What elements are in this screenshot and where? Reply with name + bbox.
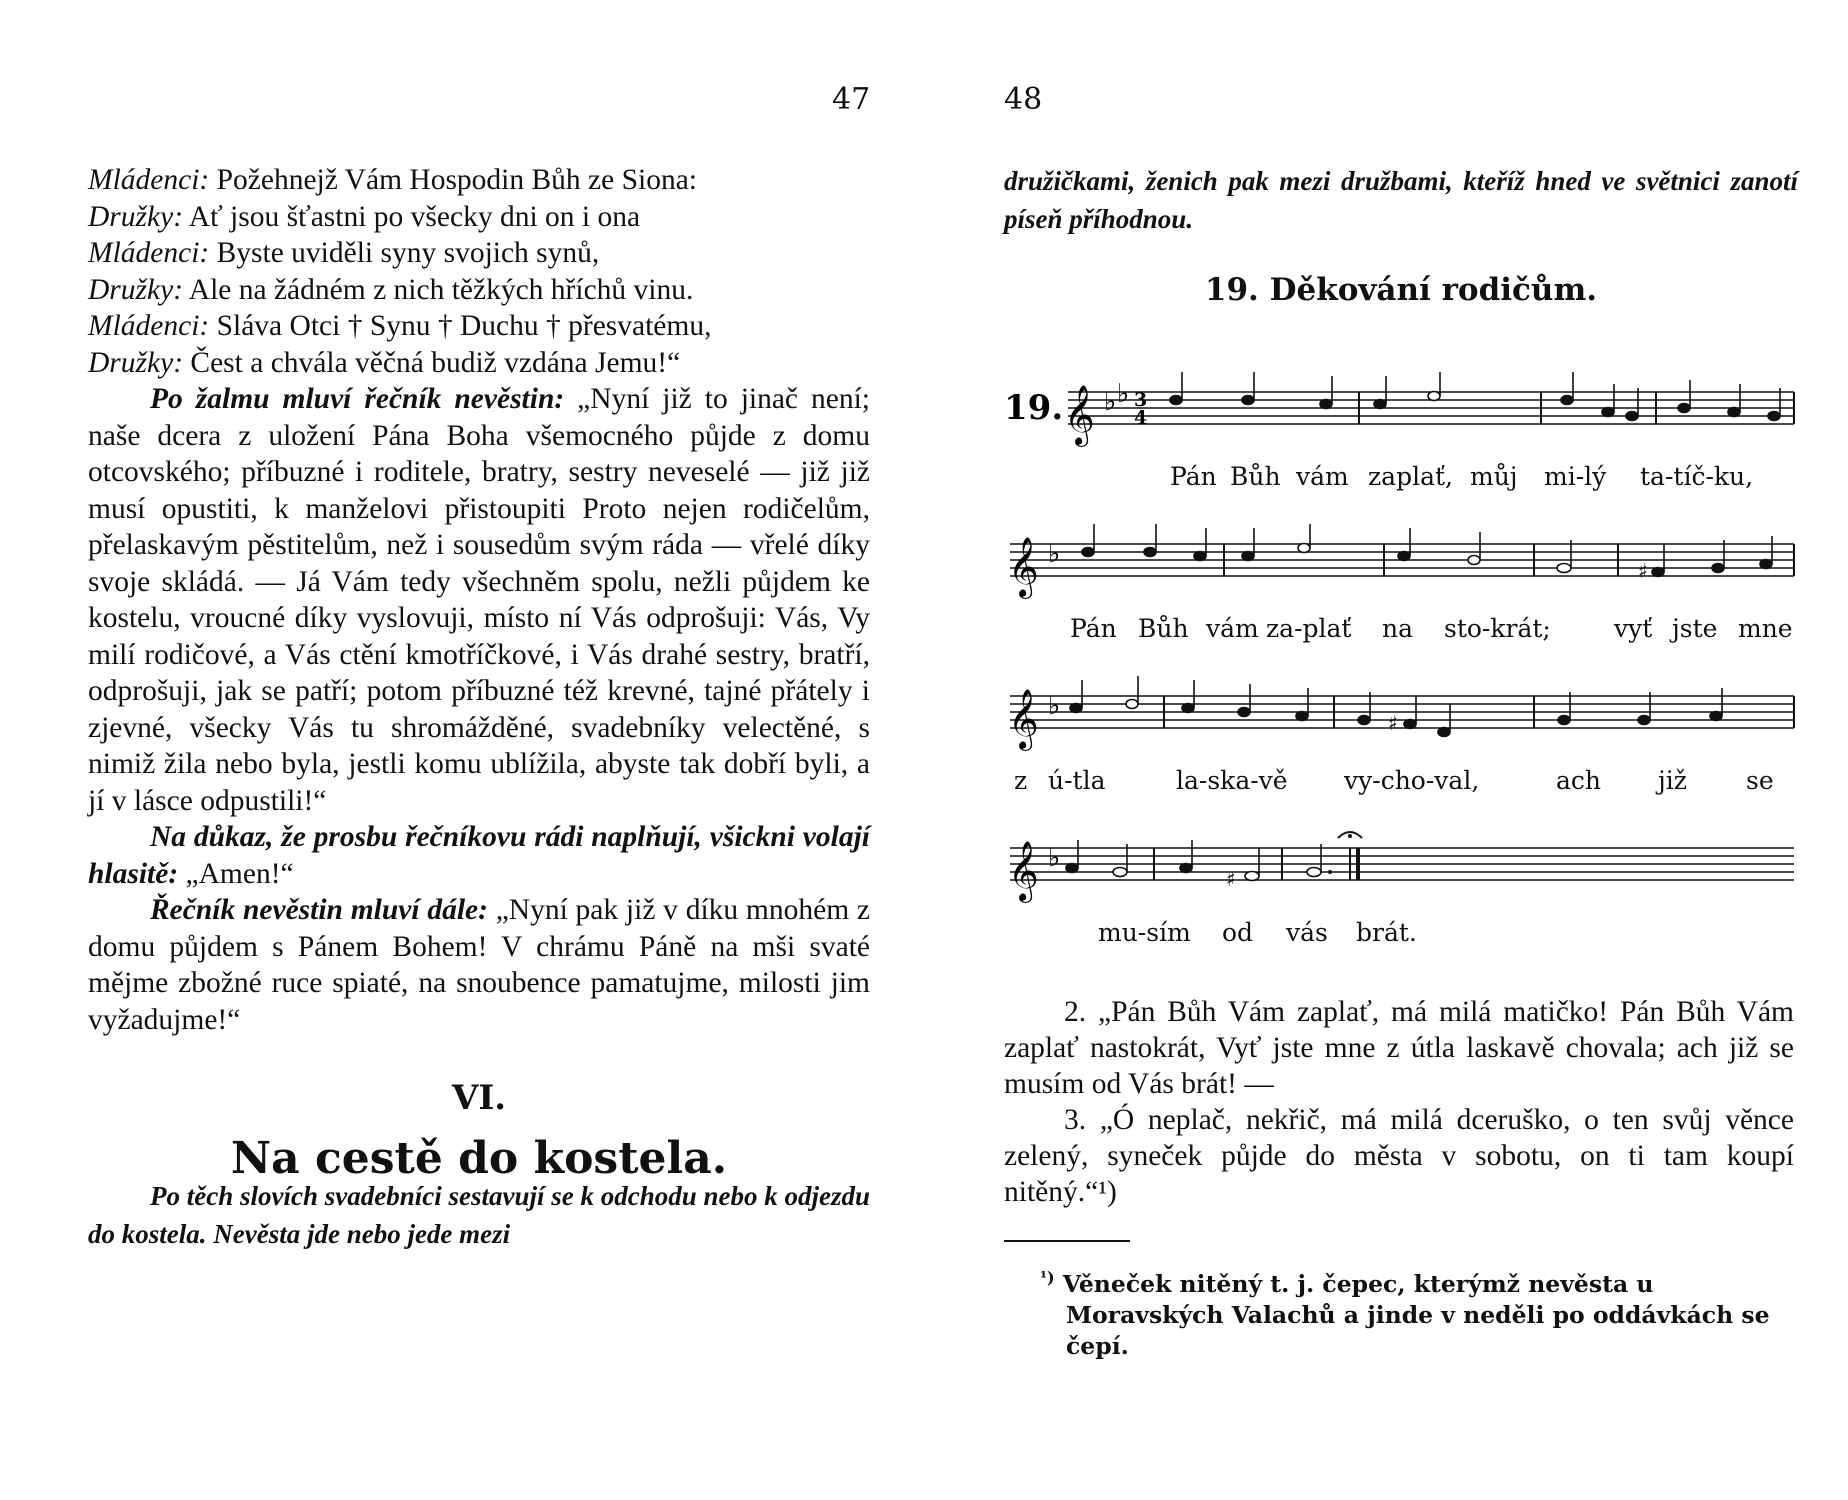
lyric-syllable: ta-tíč-ku, xyxy=(1640,462,1754,491)
lyric-syllable: Bůh xyxy=(1138,614,1189,643)
additional-verses xyxy=(1004,994,1794,1210)
note xyxy=(1296,712,1308,721)
treble-clef-icon: 𝄞 xyxy=(1008,689,1039,749)
lyrics-line-1 xyxy=(1004,462,1798,502)
note xyxy=(1144,548,1156,557)
time-signature-bottom: 4 xyxy=(1134,407,1148,429)
staff-system-2 xyxy=(1004,524,1798,676)
note xyxy=(1170,396,1182,405)
half-note xyxy=(1428,392,1440,401)
chapter-number: VI. xyxy=(451,1078,507,1118)
speaker: Družky: xyxy=(88,273,184,306)
dialogue-line xyxy=(88,272,870,309)
staff-system-1 xyxy=(1004,372,1798,524)
lyric-syllable: od xyxy=(1222,918,1254,947)
lyrics-line-2 xyxy=(1004,614,1798,654)
lyric-syllable: na xyxy=(1382,614,1414,643)
speech-paragraph xyxy=(88,381,870,819)
dialogue-text: Sláva Otci † Synu † Duchu † přesvatému, xyxy=(209,310,712,342)
page-number-left: 47 xyxy=(832,82,871,117)
note xyxy=(1242,396,1254,405)
staff-4 xyxy=(1004,828,1798,918)
note xyxy=(1760,560,1772,569)
flat-icon: ♭ xyxy=(1117,379,1130,409)
response-paragraph xyxy=(88,819,870,892)
note xyxy=(1182,704,1194,713)
flat-icon: ♭ xyxy=(1048,539,1061,569)
continued-intro: družičkami, ženich pak mezi družbami, kteříž hned ve světnici zanotí píseň příhodnou. xyxy=(1004,166,1798,234)
footnote xyxy=(1004,1262,1798,1362)
dialogue-line xyxy=(88,308,870,345)
speaker: Mládenci: xyxy=(88,310,210,342)
lyric-syllable: Pán xyxy=(1070,614,1117,643)
note xyxy=(1194,552,1206,561)
lyric-syllable: vyť xyxy=(1614,614,1653,643)
sharp-icon: ♯ xyxy=(1638,559,1648,583)
lyric-syllable: Bůh xyxy=(1230,462,1281,491)
note xyxy=(1602,408,1614,417)
lyric-syllable: Pán xyxy=(1170,462,1217,491)
note xyxy=(1404,720,1416,729)
lyric-syllable: vy-cho-val, xyxy=(1344,766,1480,795)
lyric-syllable: mu-sím xyxy=(1098,918,1191,947)
note xyxy=(1320,400,1332,409)
half-note xyxy=(1126,700,1138,709)
half-note xyxy=(1298,544,1310,553)
note xyxy=(1712,564,1724,573)
lyric-syllable: vám xyxy=(1296,462,1349,491)
dialogue-line xyxy=(88,235,870,272)
note xyxy=(1561,396,1573,405)
footnote-text: Věneček nitěný t. j. čepec, kterýmž nevěsta u Moravských Valachů a jinde v neděli po oddávkách se čepí. xyxy=(1062,1269,1770,1360)
verse-3: 3. „Ó neplač, nekřič, má milá dceruško, o ten svůj věnce zelený, syneček půjde do města v sobotu, on ti tam koupí nitěný.“¹) xyxy=(1004,1104,1794,1208)
speech-paragraph-2 xyxy=(88,892,870,1038)
lyrics-line-4 xyxy=(1004,918,1798,958)
chapter-title: Na cestě do kostela. xyxy=(230,1132,728,1184)
note xyxy=(1678,404,1690,413)
lyric-syllable: můj xyxy=(1470,462,1518,491)
half-note xyxy=(1245,872,1259,881)
note xyxy=(1768,412,1780,421)
song-title: 19. Děkování rodičům. xyxy=(1204,272,1598,308)
note xyxy=(1066,864,1078,873)
response-text: „Amen!“ xyxy=(178,857,294,890)
note xyxy=(1070,704,1082,713)
half-note xyxy=(1468,556,1480,565)
verse-2: 2. „Pán Bůh Vám zaplať, má milá matičko! Pán Bůh Vám zaplať nastokrát, Vyť jste mne z útla laskavě chovala; ach již se musím od Vás brát! — xyxy=(1004,996,1794,1100)
note xyxy=(1398,552,1410,561)
note xyxy=(1728,408,1740,417)
dialogue-line xyxy=(88,162,870,199)
lyrics-line-3 xyxy=(1004,766,1798,806)
lyric-syllable: mne xyxy=(1738,614,1793,643)
treble-clef-icon: 𝄞 xyxy=(1008,537,1039,597)
note xyxy=(1180,864,1192,873)
fermata-dot-icon xyxy=(1348,834,1352,838)
right-page xyxy=(1004,162,1798,308)
dialogue-text: Čest a chvála věčná budiž vzdána Jemu!“ xyxy=(183,346,681,379)
speaker: Družky: xyxy=(88,346,184,379)
note xyxy=(1238,708,1250,717)
note xyxy=(1652,568,1664,577)
note xyxy=(1082,548,1094,557)
staff-system-4 xyxy=(1004,828,1798,980)
lyric-syllable: la-ska-vě xyxy=(1176,766,1288,795)
speaker: Mládenci: xyxy=(88,164,210,196)
dot xyxy=(1328,870,1332,874)
note xyxy=(1710,712,1722,721)
flat-icon: ♭ xyxy=(1048,843,1061,873)
dialogue-text: Byste uviděli syny svojich synů, xyxy=(209,237,600,269)
staff-3 xyxy=(1004,676,1798,766)
sharp-icon: ♯ xyxy=(1226,867,1236,891)
lyric-syllable: brát. xyxy=(1356,918,1417,947)
lyric-syllable: vás xyxy=(1286,918,1328,947)
sharp-icon: ♯ xyxy=(1388,711,1398,735)
time-signature-top: 3 xyxy=(1134,389,1148,411)
note xyxy=(1558,716,1570,725)
lyric-syllable: za-plať xyxy=(1266,614,1352,643)
note xyxy=(1626,412,1638,421)
lyric-syllable: mi-lý xyxy=(1544,462,1607,491)
speech-text: „Nyní pak již v díku mnohém z domu půjdem s Pánem Bohem! V chrámu Páně na mši svaté mějme zbožné ruce spiaté, na snoubence pamatujme, milosti jim vyžadujme!“ xyxy=(88,894,870,1036)
lyric-syllable: z xyxy=(1014,766,1028,795)
dialogue-text: Ať jsou šťastni po všecky dni on i ona xyxy=(183,200,641,233)
lyric-syllable: vám xyxy=(1206,614,1259,643)
lyric-syllable: zaplať, xyxy=(1368,462,1453,491)
flat-icon: ♭ xyxy=(1048,691,1061,721)
footnote-divider xyxy=(1004,1240,1130,1242)
page-number-right: 48 xyxy=(1004,82,1043,117)
left-page xyxy=(88,162,870,1253)
dialogue-text: Ale na žádném z nich těžkých hříchů vinu. xyxy=(183,273,694,306)
lyric-syllable: již xyxy=(1658,766,1687,795)
stage-direction: Po žalmu mluví řečník nevěstin: xyxy=(150,383,565,415)
lyric-syllable: jste xyxy=(1672,614,1718,643)
note xyxy=(1638,716,1650,725)
lyric-syllable: se xyxy=(1746,766,1774,795)
note xyxy=(1358,716,1370,725)
staff-2 xyxy=(1004,524,1798,614)
lyric-syllable: ú-tla xyxy=(1048,766,1106,795)
music-score xyxy=(1004,372,1798,980)
dialogue-line xyxy=(88,345,870,382)
note xyxy=(1242,552,1254,561)
dialogue-text: Požehnejž Vám Hospodin Bůh ze Siona: xyxy=(209,164,698,196)
treble-clef-icon: 𝄞 xyxy=(1008,841,1039,901)
dotted-half-note xyxy=(1307,868,1321,877)
dialogue-block xyxy=(88,162,870,381)
half-note xyxy=(1557,564,1571,573)
staff-system-3 xyxy=(1004,676,1798,828)
stage-direction: Řečník nevěstin mluví dále: xyxy=(150,894,488,926)
treble-clef-icon: 𝄞 xyxy=(1064,385,1095,445)
speaker: Mládenci: xyxy=(88,237,210,269)
lyric-syllable: ach xyxy=(1556,766,1602,795)
speaker: Družky: xyxy=(88,200,184,233)
note xyxy=(1438,728,1450,737)
stage-direction: Na důkaz, že prosbu řečníkovu rádi naplňují, všickni volají hlasitě: xyxy=(88,821,870,890)
staff-1 xyxy=(1004,372,1798,462)
lyric-syllable: sto-krát; xyxy=(1444,614,1551,643)
speech-text: „Nyní již to jinač není; naše dcera z uložení Pána Boha všemocného půjde z domu otcovského; příbuzné i roditele, bratry, sestry neveselé — již již musí opustiti, k manželovi přistoupiti Proto nejen rodičelům, přelaskavým pěstitelům, než i sousedům svým ráda — vřelé díky svoje skládá. — Já Vám tedy všechněm spolu, nežli půjdem ke kostelu, vroucné díky vyslovuji, místo ní Vás odprošuji: Vás, Vy milí rodičové, a Vás ctění kmotříčkové, i Vás drahé sestry, bratří, odprošuji, jak se patří; potom příbuzné též krevné, tajné přátely i zjevné, všecky Vás tu shromážděné, svadebníky velectěné, s nimiž žila nebo byla, jestli komu ublížila, abyste tak dobří byli, a jí v lásce odpustili!“ xyxy=(88,383,871,817)
note xyxy=(1374,400,1386,409)
footnote-mark: ¹) xyxy=(1040,1268,1055,1287)
half-note xyxy=(1113,868,1127,877)
dialogue-line xyxy=(88,199,870,236)
chapter-intro: Po těch slovích svadebníci sestavují se k odchodu nebo k odjezdu do kostela. Nevěsta jde nebo jede mezi xyxy=(88,1181,870,1249)
song-number: 19. xyxy=(1004,388,1064,428)
flat-icon: ♭ xyxy=(1104,387,1117,417)
